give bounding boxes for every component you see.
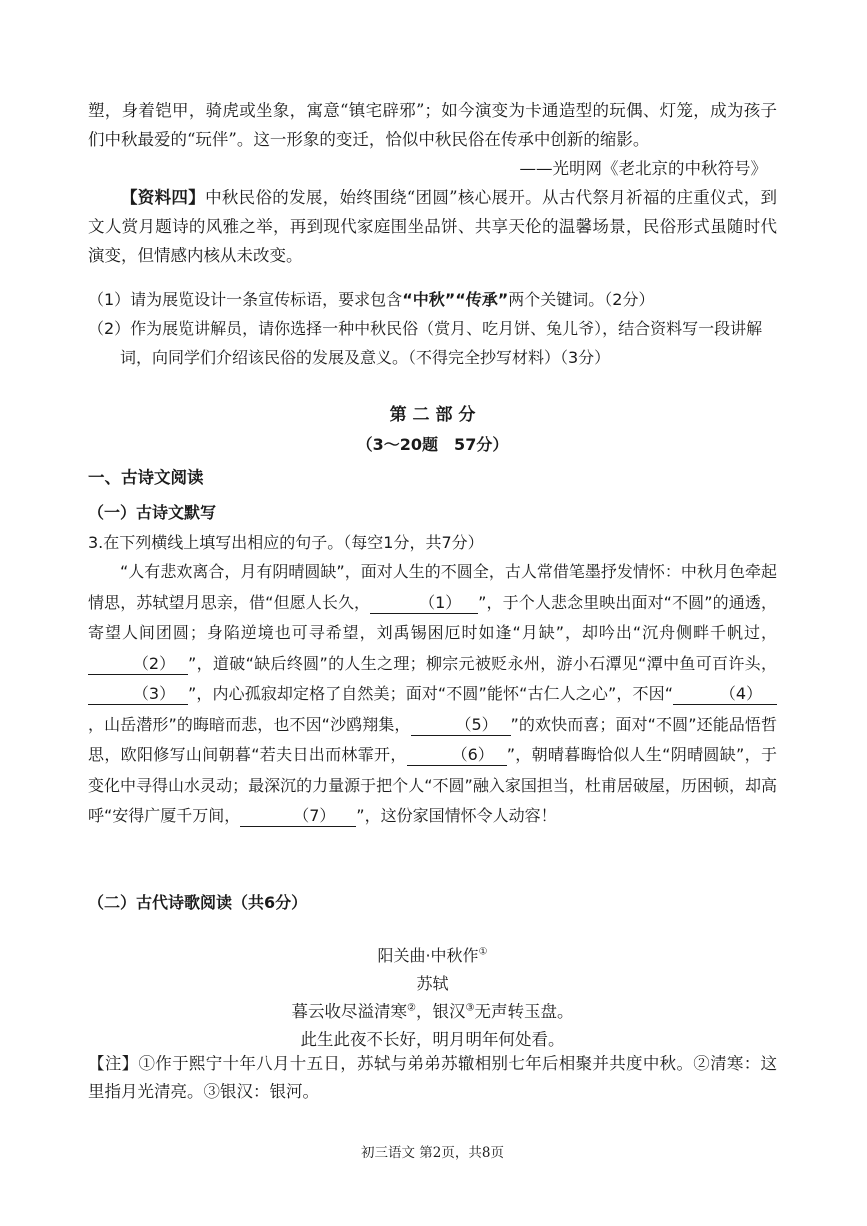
poem-author: 苏轼 xyxy=(416,974,449,993)
sub2-title: （二）古代诗歌阅读（共6分） xyxy=(88,893,308,912)
poem-line-1-c: 无声转玉盘。 xyxy=(474,1002,574,1021)
section1 xyxy=(88,463,777,528)
blank-4[interactable]: （4） xyxy=(673,684,777,705)
poem-line-1 xyxy=(88,998,777,1026)
material4-paragraph xyxy=(88,183,777,270)
section1-title: 一、古诗文阅读 xyxy=(88,468,204,487)
task-1-score: 两个关键词。（2分） xyxy=(508,290,655,309)
task-1-keywords: “中秋”“传承” xyxy=(402,290,509,309)
q3-text-5: ，山岳潜形”的晦暗而悲，也不因“沙鸥翔集， xyxy=(88,714,411,734)
poem xyxy=(88,942,777,1054)
poem-note-3: ③ xyxy=(465,1002,475,1014)
q3-text-8: ”，这份家国情怀令人动容！ xyxy=(356,806,557,825)
q3-text-4: ”，内心孤寂却定格了自然美；面对“不圆”能怀“古仁人之心”，不因“ xyxy=(188,684,673,703)
poem-note-2: ② xyxy=(407,1002,416,1014)
material4 xyxy=(88,183,777,270)
q3-text-7: ”，朝晴暮晦恰似人生“阴晴圆缺”，于变化中寻得山水灵动；最深沉的力量源于把个人“不圆”融入家国担当，杜甫居破屋，历困顿，却高呼“安得广厦千万间， xyxy=(88,745,777,825)
part2-title: 第 二 部 分 xyxy=(389,405,476,425)
blank-5[interactable]: （5） xyxy=(411,715,511,736)
part2-heading xyxy=(88,400,777,460)
notes-text: 【注】①作于熙宁十年八月十五日，苏轼与弟弟苏辙相别七年后相聚并共度中秋。②清寒：这里指月光清亮。③银汉：银河。 xyxy=(88,1054,777,1101)
part2-subtitle: （3～20题 57分） xyxy=(356,435,509,454)
q3-stem: 3.在下列横线上填写出相应的句子。（每空1分，共7分） xyxy=(88,533,484,552)
task-list xyxy=(88,285,777,372)
sub1-title: （一）古诗文默写 xyxy=(88,503,217,522)
task-1 xyxy=(88,285,777,314)
q3-text-3: ”，道破“缺后终圆”的人生之理；柳宗元被贬永州，游小石潭见“潭中鱼可百许头， xyxy=(188,653,777,673)
poem-line-1-a: 暮云收尽溢清寒 xyxy=(291,1002,408,1021)
poem-title-line xyxy=(88,942,777,970)
task-1-text: （1）请为展览设计一条宣传标语，要求包含 xyxy=(88,290,403,309)
blank-6[interactable]: （6） xyxy=(407,745,507,766)
blank-1[interactable]: （1） xyxy=(370,593,478,614)
q3-passage xyxy=(88,557,777,832)
task-2: （2）作为展览讲解员，请你选择一种中秋民俗（赏月、吃月饼、兔儿爷），结合资料写一段讲解词，向同学们介绍该民俗的发展及意义。（不得完全抄写材料）（3分） xyxy=(88,319,763,367)
blank-2[interactable]: （2） xyxy=(88,654,188,675)
poem-notes xyxy=(88,1050,777,1106)
page-footer: 初三语文 第2页，共8页 xyxy=(361,1145,504,1161)
material4-label: 【资料四】 xyxy=(121,188,206,207)
material3-tail xyxy=(88,96,777,183)
material3-source: ——光明网《老北京的中秋符号》 xyxy=(519,159,767,178)
poem-title: 阳关曲·中秋作 xyxy=(377,946,479,965)
material4-text: 中秋民俗的发展，始终围绕“团圆”核心展开。从古代祭月祈福的庄重仪式，到文人赏月题诗的风雅之举，再到现代家庭围坐品饼、共享天伦的温馨场景，民俗形式虽随时代演变，但情感内核从未改变。 xyxy=(88,188,778,265)
blank-3[interactable]: （3） xyxy=(88,684,188,705)
q3-text-1: “人有悲欢离合，月有阴晴圆缺”，面对人生的不圆全，古人常借笔墨抒发情怀：中秋月色牵起情思，苏轼望月思亲，借“但愿人长久， xyxy=(88,562,777,612)
poem-title-note: ① xyxy=(478,946,488,958)
material3-text: 塑，身着铠甲，骑虎或坐象，寓意“镇宅辟邪”；如今演变为卡通造型的玩偶、灯笼，成为孩子们中秋最爱的“玩伴”。这一形象的变迁，恰似中秋民俗在传承中创新的缩影。 xyxy=(88,101,777,149)
q3-text-2: ”，于个人悲念里映出面对“不圆”的通透，寄望人间团圆；身陷逆境也可寻希望，刘禹锡困厄时如逢“月缺”，却吟出“沉舟侧畔千帆过， xyxy=(88,592,777,642)
blank-7[interactable]: （7） xyxy=(240,806,356,827)
poem-line-1-b: ，银汉 xyxy=(416,1002,466,1021)
question-3 xyxy=(88,528,777,832)
q3-text-6: ”的欢快而喜；面对“不圆”还能品悟哲思，欧阳修写山间朝暮“若夫日出而林霏开， xyxy=(88,714,777,764)
poem-line-2: 此生此夜不长好，明月明年何处看。 xyxy=(300,1030,565,1049)
